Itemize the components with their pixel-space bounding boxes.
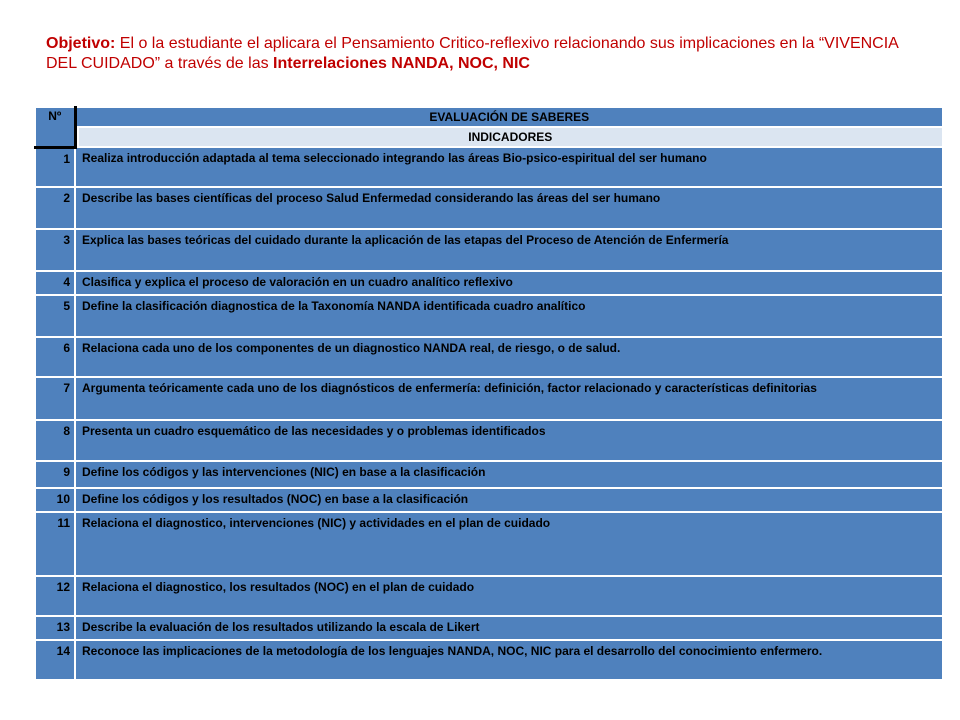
row-indicator: Define la clasificación diagnostica de la Taxonomía NANDA identificada cuadro analítico xyxy=(75,295,943,337)
number-column-header: Nº xyxy=(35,107,75,147)
row-indicator: Relaciona el diagnostico, los resultados (NOC) en el plan de cuidado xyxy=(75,576,943,616)
row-number: 2 xyxy=(35,187,75,229)
table-row xyxy=(35,616,943,640)
row-number: 1 xyxy=(35,147,75,187)
row-indicator: Explica las bases teóricas del cuidado durante la aplicación de las etapas del Proceso de Atención de Enfermería xyxy=(75,229,943,271)
table-subheader-row xyxy=(35,127,943,147)
table-row xyxy=(35,337,943,377)
table-header-row xyxy=(35,107,943,127)
row-number: 14 xyxy=(35,640,75,680)
table-row xyxy=(35,640,943,680)
row-indicator: Presenta un cuadro esquemático de las necesidades y o problemas identificados xyxy=(75,420,943,461)
table-row xyxy=(35,229,943,271)
table-row xyxy=(35,420,943,461)
table-row xyxy=(35,187,943,229)
row-indicator: Realiza introducción adaptada al tema seleccionado integrando las áreas Bio-psico-espiritual del ser humano xyxy=(75,147,943,187)
row-number: 11 xyxy=(35,512,75,576)
row-number: 3 xyxy=(35,229,75,271)
row-number: 6 xyxy=(35,337,75,377)
row-number: 9 xyxy=(35,461,75,488)
evaluation-table-wrapper xyxy=(34,106,942,681)
table-row xyxy=(35,295,943,337)
row-indicator: Describe la evaluación de los resultados utilizando la escala de Likert xyxy=(75,616,943,640)
row-indicator: Define los códigos y las intervenciones (NIC) en base a la clasificación xyxy=(75,461,943,488)
objective-body: El o la estudiante el aplicara el Pensamiento Critico-reflexivo relacionando sus implicaciones en la “VIVENCIA DEL CUIDADO” a través de las xyxy=(46,35,898,72)
row-indicator: Relaciona el diagnostico, intervenciones (NIC) y actividades en el plan de cuidado xyxy=(75,512,943,576)
row-indicator: Reconoce las implicaciones de la metodología de los lenguajes NANDA, NOC, NIC para el desarrollo del conocimiento enfermero. xyxy=(75,640,943,680)
row-indicator: Define los códigos y los resultados (NOC) en base a la clasificación xyxy=(75,488,943,512)
row-number: 10 xyxy=(35,488,75,512)
row-number: 7 xyxy=(35,377,75,420)
table-title: EVALUACIÓN DE SABERES xyxy=(75,107,943,127)
objective-label: Objetivo: xyxy=(46,35,116,52)
table-row xyxy=(35,377,943,420)
row-indicator: Argumenta teóricamente cada uno de los diagnósticos de enfermería: definición, factor relacionado y características definitorias xyxy=(75,377,943,420)
row-number: 4 xyxy=(35,271,75,295)
table-row xyxy=(35,147,943,187)
evaluation-table xyxy=(34,106,944,681)
row-number: 5 xyxy=(35,295,75,337)
row-number: 13 xyxy=(35,616,75,640)
objective-highlight: Interrelaciones NANDA, NOC, NIC xyxy=(273,55,530,72)
table-row xyxy=(35,488,943,512)
row-number: 8 xyxy=(35,420,75,461)
table-row xyxy=(35,576,943,616)
indicators-header xyxy=(75,127,943,147)
row-number: 12 xyxy=(35,576,75,616)
indicators-header-label: INDICADORES xyxy=(79,128,943,146)
row-indicator: Clasifica y explica el proceso de valoración en un cuadro analítico reflexivo xyxy=(75,271,943,295)
row-indicator: Describe las bases científicas del proceso Salud Enfermedad considerando las áreas del ser humano xyxy=(75,187,943,229)
table-row xyxy=(35,271,943,295)
objective-text xyxy=(46,34,926,74)
table-row xyxy=(35,512,943,576)
row-indicator: Relaciona cada uno de los componentes de un diagnostico NANDA real, de riesgo, o de salud. xyxy=(75,337,943,377)
table-row xyxy=(35,461,943,488)
